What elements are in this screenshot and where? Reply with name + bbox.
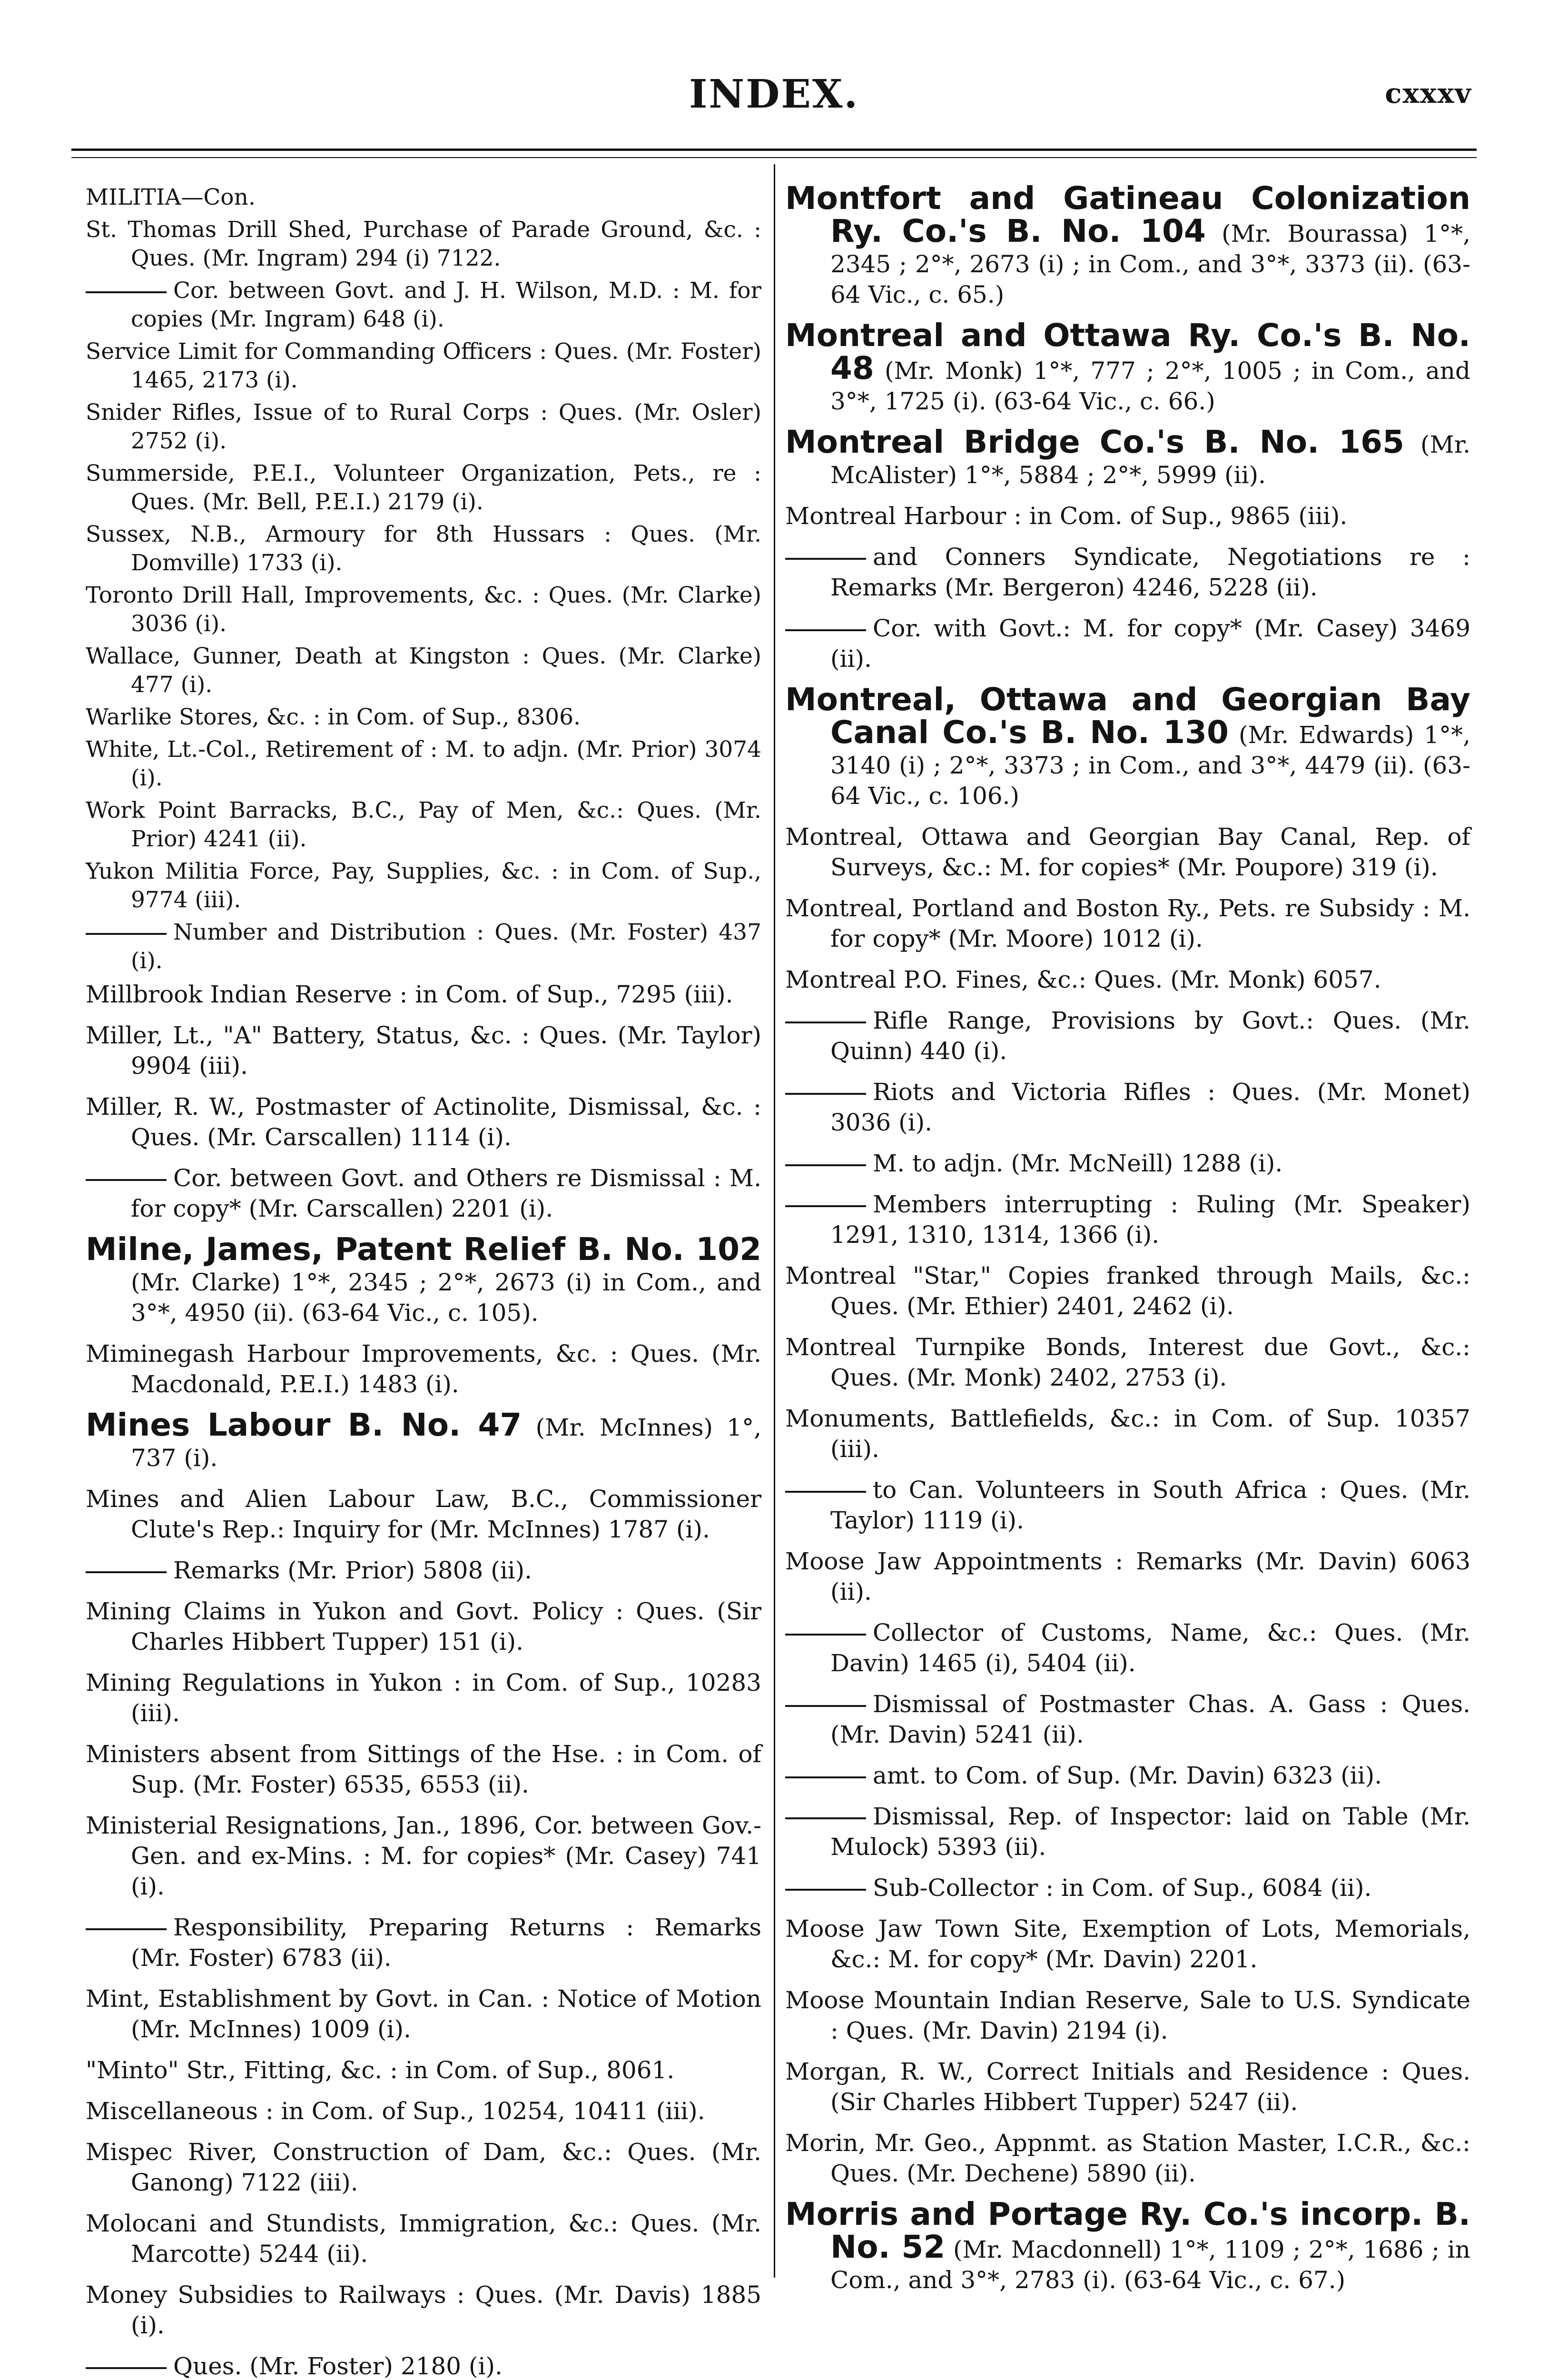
bill-heading: Montreal Bridge Co.'s B. No. 165 bbox=[785, 424, 1405, 460]
entry-text: Miscellaneous : in Com. of Sup., 10254, 10411 (iii). bbox=[86, 2097, 705, 2125]
bill-heading: Morris and Portage Ry. Co.'s incorp. B. No. 52 bbox=[785, 2196, 1470, 2265]
index-entry bbox=[86, 337, 761, 395]
index-entry bbox=[785, 1873, 1470, 1903]
index-entry bbox=[785, 501, 1470, 531]
entry-text: Collector of Customs, Name, &c.: Ques. (Mr. Davin) 1465 (i), 5404 (ii). bbox=[830, 1619, 1470, 1677]
right-column bbox=[785, 180, 1471, 2306]
entry-text: Mispec River, Construction of Dam, &c.: Ques. (Mr. Ganong) 7122 (iii). bbox=[86, 2138, 761, 2196]
entry-text: Montreal Turnpike Bonds, Interest due Govt., &c.: Ques. (Mr. Monk) 2402, 2753 (i). bbox=[785, 1333, 1470, 1391]
index-entry bbox=[785, 1914, 1470, 1974]
entry-text: Moose Jaw Town Site, Exemption of Lots, Memorials, &c.: M. for copy* (Mr. Davin) 2201. bbox=[785, 1915, 1470, 1973]
index-entry bbox=[86, 2208, 761, 2269]
bill-heading: Montreal and Ottawa Ry. Co.'s B. No. 48 bbox=[785, 317, 1470, 387]
bill-heading: Montfort and Gatineau Colonization Ry. Co.'s B. No. 104 bbox=[785, 180, 1470, 249]
entry-text: to Can. Volunteers in South Africa : Ques. (Mr. Taylor) 1119 (i). bbox=[830, 1476, 1470, 1534]
entry-text: Montreal "Star," Copies franked through Mails, &c.: Ques. (Mr. Ethier) 2401, 2462 (i). bbox=[785, 1262, 1470, 1320]
ditto-dash bbox=[86, 2367, 167, 2369]
ditto-dash bbox=[785, 1705, 866, 1707]
entry-text: Montreal, Portland and Boston Ry., Pets. re Subsidy : M. for copy* (Mr. Moore) 1012 (i). bbox=[785, 894, 1470, 952]
index-entry bbox=[785, 964, 1470, 995]
index-entry bbox=[86, 581, 761, 638]
entry-text: (Mr. Macdonnell) 1°*, 1109 ; 2°*, 1686 ; in Com., and 3°*, 2783 (i). (63-64 Vic., c. 67.) bbox=[830, 2236, 1470, 2294]
index-entry bbox=[785, 1801, 1470, 1862]
index-entry bbox=[785, 893, 1470, 954]
entry-text: Montreal Harbour : in Com. of Sup., 9865 (iii). bbox=[785, 502, 1348, 530]
index-entry bbox=[86, 1339, 761, 1399]
entry-text: Toronto Drill Hall, Improvements, &c. : Ques. (Mr. Clarke) 3036 (i). bbox=[86, 582, 761, 637]
index-entry bbox=[86, 918, 761, 975]
left-column bbox=[86, 183, 761, 2380]
column-divider bbox=[774, 164, 775, 2278]
ditto-dash bbox=[785, 1205, 866, 1207]
entry-text: Dismissal of Postmaster Chas. A. Gass : Ques. (Mr. Davin) 5241 (ii). bbox=[830, 1690, 1470, 1748]
entry-text: Ministerial Resignations, Jan., 1896, Cor. between Gov.-Gen. and ex-Mins. : M. for copies* (Mr. Casey) 741 (i). bbox=[86, 1812, 761, 1900]
entry-text: Morin, Mr. Geo., Appnmt. as Station Master, I.C.R., &c.: Ques. (Mr. Dechene) 5890 (ii). bbox=[785, 2129, 1470, 2187]
page-header bbox=[71, 52, 1477, 129]
index-entry bbox=[86, 1020, 761, 1081]
entry-text: (Mr. Bourassa) 1°*, 2345 ; 2°*, 2673 (i) ; in Com., and 3°*, 3373 (ii). (63-64 Vic., c. 65.) bbox=[830, 220, 1470, 308]
index-entry bbox=[785, 424, 1470, 490]
ditto-dash bbox=[86, 1179, 167, 1181]
entry-text: Miminegash Harbour Improvements, &c. : Ques. (Mr. Macdonald, P.E.I.) 1483 (i). bbox=[86, 1340, 761, 1398]
index-entry bbox=[86, 1163, 761, 1224]
index-entry bbox=[86, 2137, 761, 2198]
entry-text: Millbrook Indian Reserve : in Com. of Sup., 7295 (iii). bbox=[86, 981, 733, 1008]
index-entry bbox=[86, 1231, 761, 1328]
entry-text: Riots and Victoria Rifles : Ques. (Mr. Monet) 3036 (i). bbox=[830, 1078, 1470, 1136]
index-entry bbox=[86, 703, 761, 732]
ditto-dash bbox=[785, 1491, 866, 1493]
ditto-dash bbox=[785, 558, 866, 560]
entry-text: Moose Mountain Indian Reserve, Sale to U.S. Syndicate : Ques. (Mr. Davin) 2194 (i). bbox=[785, 1986, 1470, 2044]
page-title: INDEX. bbox=[689, 71, 859, 117]
index-entry bbox=[86, 2351, 761, 2380]
index-entry bbox=[785, 542, 1470, 603]
index-entry bbox=[86, 2096, 761, 2126]
ditto-dash bbox=[86, 1928, 167, 1930]
page-number: cxxxv bbox=[1385, 77, 1472, 109]
header-rule-thick bbox=[71, 149, 1477, 151]
ditto-dash bbox=[86, 1571, 167, 1573]
entry-text: Cor. between Govt. and J. H. Wilson, M.D. : M. for copies (Mr. Ingram) 648 (i). bbox=[131, 278, 761, 332]
index-entry bbox=[785, 2056, 1470, 2117]
index-entry bbox=[785, 180, 1470, 310]
bill-heading: Milne, James, Patent Relief B. No. 102 bbox=[86, 1231, 761, 1268]
entry-text: Mining Claims in Yukon and Govt. Policy : Ques. (Sir Charles Hibbert Tupper) 151 (i). bbox=[86, 1597, 761, 1656]
entry-text: Molocani and Stundists, Immigration, &c.: Ques. (Mr. Marcotte) 5244 (ii). bbox=[86, 2210, 761, 2268]
index-entry bbox=[785, 1148, 1470, 1179]
index-entry bbox=[86, 459, 761, 516]
index-entry bbox=[86, 1091, 761, 1152]
index-entry bbox=[785, 613, 1470, 674]
entry-text: Mint, Establishment by Govt. in Can. : Notice of Motion (Mr. McInnes) 1009 (i). bbox=[86, 1985, 761, 2043]
index-entry bbox=[86, 398, 761, 456]
index-entry bbox=[785, 2196, 1470, 2295]
index-entry bbox=[785, 1260, 1470, 1321]
entry-text: MILITIA—Con. bbox=[86, 184, 256, 210]
entry-text: Mining Regulations in Yukon : in Com. of Sup., 10283 (iii). bbox=[86, 1669, 761, 1727]
entry-text: Number and Distribution : Ques. (Mr. Foster) 437 (i). bbox=[131, 919, 761, 974]
index-entry bbox=[785, 1985, 1470, 2046]
index-entry bbox=[86, 1739, 761, 1800]
entry-text: Summerside, P.E.I., Volunteer Organization, Pets., re : Ques. (Mr. Bell, P.E.I.) 2179 (i). bbox=[86, 460, 761, 515]
header-rule-thin bbox=[71, 157, 1477, 158]
entry-text: Sussex, N.B., Armoury for 8th Hussars : Ques. (Mr. Domville) 1733 (i). bbox=[86, 521, 761, 576]
index-entry bbox=[86, 1484, 761, 1545]
index-entry bbox=[785, 1617, 1470, 1678]
index-entry bbox=[86, 642, 761, 699]
entry-text: and Conners Syndicate, Negotiations re : Remarks (Mr. Bergeron) 4246, 5228 (ii). bbox=[830, 543, 1470, 601]
entry-text: St. Thomas Drill Shed, Purchase of Parade Ground, &c. : Ques. (Mr. Ingram) 294 (i) 7122. bbox=[86, 217, 761, 271]
entry-text: Montreal, Ottawa and Georgian Bay Canal, Rep. of Surveys, &c.: M. for copies* (Mr. Poupore) 319 (i). bbox=[785, 823, 1470, 881]
entry-text: Remarks (Mr. Prior) 5808 (ii). bbox=[173, 1557, 532, 1584]
entry-text: (Mr. Monk) 1°*, 777 ; 2°*, 1005 ; in Com., and 3°*, 1725 (i). (63-64 Vic., c. 66.) bbox=[830, 357, 1470, 415]
index-entry bbox=[86, 2280, 761, 2340]
entry-text: (Mr. McAlister) 1°*, 5884 ; 2°*, 5999 (ii). bbox=[830, 431, 1470, 489]
index-entry bbox=[86, 1983, 761, 2044]
index-entry bbox=[785, 2128, 1470, 2189]
ditto-dash bbox=[86, 291, 167, 293]
index-entry bbox=[86, 1596, 761, 1657]
ditto-dash bbox=[785, 1776, 866, 1778]
entry-text: Miller, R. W., Postmaster of Actinolite, Dismissal, &c. : Ques. (Mr. Carscallen) 1114 (i). bbox=[86, 1093, 761, 1151]
ditto-dash bbox=[785, 1164, 866, 1166]
index-entry bbox=[86, 1810, 761, 1902]
index-entry bbox=[785, 1077, 1470, 1138]
index-entry bbox=[86, 216, 761, 273]
index-entry bbox=[86, 2055, 761, 2085]
index-entry bbox=[86, 1407, 761, 1473]
index-entry bbox=[785, 1332, 1470, 1393]
entry-text: Mines and Alien Labour Law, B.C., Commissioner Clute's Rep.: Inquiry for (Mr. McInnes) 1787 (i). bbox=[86, 1485, 761, 1543]
entry-text: Work Point Barracks, B.C., Pay of Men, &c.: Ques. (Mr. Prior) 4241 (ii). bbox=[86, 797, 761, 852]
entry-text: Yukon Militia Force, Pay, Supplies, &c. : in Com. of Sup., 9774 (iii). bbox=[86, 858, 761, 913]
entry-text: (Mr. Edwards) 1°*, 3140 (i) ; 2°*, 3373 ; in Com., and 3°*, 4479 (ii). (63-64 Vic., c. 106.) bbox=[830, 721, 1471, 810]
entry-text: Monuments, Battlefields, &c.: in Com. of Sup. 10357 (iii). bbox=[785, 1405, 1470, 1463]
entry-text: White, Lt.-Col., Retirement of : M. to adjn. (Mr. Prior) 3074 (i). bbox=[86, 736, 761, 791]
entry-text: Cor. with Govt.: M. for copy* (Mr. Casey) 3469 (ii). bbox=[830, 615, 1470, 673]
ditto-dash bbox=[86, 933, 167, 935]
index-entry bbox=[785, 822, 1470, 883]
entry-text: Montreal P.O. Fines, &c.: Ques. (Mr. Monk) 6057. bbox=[785, 966, 1381, 993]
index-entry bbox=[785, 1546, 1470, 1607]
entry-text: Dismissal, Rep. of Inspector: laid on Table (Mr. Mulock) 5393 (ii). bbox=[830, 1803, 1470, 1861]
entry-text: Rifle Range, Provisions by Govt.: Ques. (Mr. Quinn) 440 (i). bbox=[830, 1007, 1470, 1065]
index-entry bbox=[785, 1689, 1470, 1750]
index-entry bbox=[86, 520, 761, 577]
ditto-dash bbox=[785, 629, 866, 631]
index-entry bbox=[86, 796, 761, 853]
index-entry bbox=[86, 979, 761, 1010]
index-entry bbox=[86, 277, 761, 334]
ditto-dash bbox=[785, 1021, 866, 1023]
index-entry bbox=[785, 1475, 1470, 1536]
entry-text: Sub-Collector : in Com. of Sup., 6084 (ii). bbox=[873, 1874, 1372, 1902]
entry-text: Miller, Lt., "A" Battery, Status, &c. : Ques. (Mr. Taylor) 9904 (iii). bbox=[86, 1021, 761, 1080]
entry-text: Morgan, R. W., Correct Initials and Residence : Ques. (Sir Charles Hibbert Tupper) 5247 (ii). bbox=[785, 2058, 1470, 2116]
entry-text: "Minto" Str., Fitting, &c. : in Com. of Sup., 8061. bbox=[86, 2056, 675, 2084]
entry-text: Cor. between Govt. and Others re Dismissal : M. for copy* (Mr. Carscallen) 2201 (i). bbox=[131, 1164, 761, 1222]
index-entry bbox=[86, 183, 761, 212]
entry-text: amt. to Com. of Sup. (Mr. Davin) 6323 (ii). bbox=[873, 1762, 1382, 1789]
entry-text: Members interrupting : Ruling (Mr. Speaker) 1291, 1310, 1314, 1366 (i). bbox=[830, 1190, 1470, 1249]
index-entry bbox=[785, 1189, 1470, 1250]
ditto-dash bbox=[785, 1817, 866, 1819]
ditto-dash bbox=[785, 1093, 866, 1095]
index-entry bbox=[86, 1912, 761, 1973]
index-entry bbox=[86, 1667, 761, 1728]
index-entry bbox=[785, 1403, 1470, 1464]
entry-text: (Mr. Clarke) 1°*, 2345 ; 2°*, 2673 (i) in Com., and 3°*, 4950 (ii). (63-64 Vic., c. 105). bbox=[131, 1269, 761, 1327]
ditto-dash bbox=[785, 1634, 866, 1636]
index-entry bbox=[86, 1555, 761, 1586]
entry-text: (Mr. McInnes) 1°, 737 (i). bbox=[131, 1414, 761, 1472]
index-entry bbox=[86, 857, 761, 914]
entry-text: Service Limit for Commanding Officers : Ques. (Mr. Foster) 1465, 2173 (i). bbox=[86, 338, 761, 393]
index-entry bbox=[86, 735, 761, 793]
entry-text: Ministers absent from Sittings of the Hse. : in Com. of Sup. (Mr. Foster) 6535, 6553 (ii). bbox=[86, 1740, 761, 1798]
index-entry bbox=[785, 1005, 1470, 1066]
bill-heading: Montreal, Ottawa and Georgian Bay Canal Co.'s B. No. 130 bbox=[785, 681, 1470, 751]
entry-text: Warlike Stores, &c. : in Com. of Sup., 8306. bbox=[86, 704, 581, 730]
ditto-dash bbox=[785, 1889, 866, 1891]
entry-text: Ques. (Mr. Foster) 2180 (i). bbox=[173, 2352, 503, 2380]
entry-text: Money Subsidies to Railways : Ques. (Mr. Davis) 1885 (i). bbox=[86, 2281, 761, 2339]
entry-text: Snider Rifles, Issue of to Rural Corps : Ques. (Mr. Osler) 2752 (i). bbox=[86, 399, 761, 454]
index-entry bbox=[785, 317, 1470, 416]
entry-text: M. to adjn. (Mr. McNeill) 1288 (i). bbox=[873, 1150, 1283, 1177]
bill-heading: Mines Labour B. No. 47 bbox=[86, 1407, 522, 1443]
entry-text: Moose Jaw Appointments : Remarks (Mr. Davin) 6063 (ii). bbox=[785, 1547, 1470, 1606]
entry-text: Wallace, Gunner, Death at Kingston : Ques. (Mr. Clarke) 477 (i). bbox=[86, 643, 761, 698]
index-entry bbox=[785, 681, 1471, 811]
entry-text: Responsibility, Preparing Returns : Remarks (Mr. Foster) 6783 (ii). bbox=[131, 1914, 761, 1972]
index-entry bbox=[785, 1760, 1470, 1791]
